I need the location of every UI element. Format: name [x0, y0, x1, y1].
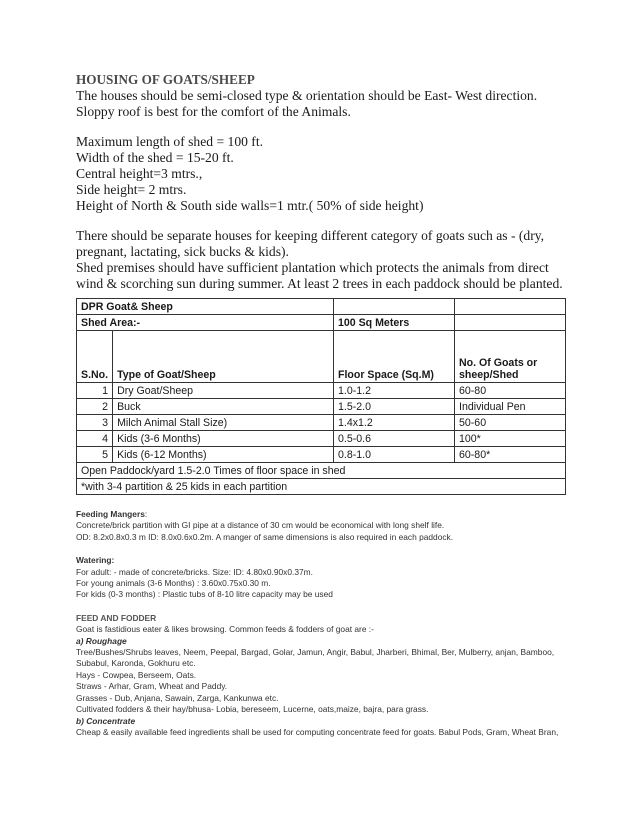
header-sno: S.No. [77, 331, 113, 383]
roughage-subheading: a) Roughage [76, 635, 127, 646]
shed-area-label: Shed Area:- [77, 315, 334, 331]
dimension-line: Maximum length of shed = 100 ft. [76, 134, 264, 149]
fodder-section: FEED AND FODDER Goat is fastidious eater & likes browsing. Common feeds & fodders of goat are :- a) Roughage Tree/Bushes/Shrubs leaves, Neem, Peepal, Bargad, Golar, Jamun, Angir, Babul, Jharberi, Bhimal, Ber, Mulberry, anjan, Bamboo, Subabul, Karonda, Gokhuru etc. Hays - Cowpea, Berseem, Oats. Straws - Arhar, Gram, Wheat and Paddy. Grasses - Dub, Anjana, Sawain, Zarga, Kankunwa etc. Cultivated fodders & their hay/bhusa- Lobia, bereseem, Lucerne, oats,maize, bajra, para grass. b) Concentrate Cheap & easily available feed ingredients shall be used for computing concentrate feed for goats. Babul Pods, Gram, Wheat Bran, [76, 613, 566, 738]
header-count: No. Of Goats or sheep/Shed [455, 331, 566, 383]
header-type: Type of Goat/Sheep [113, 331, 334, 383]
plantation-paragraph: Shed premises should have sufficient plantation which protects the animals from direct wind & scorching sun during summer. At least 2 trees in each paddock should be planted. [76, 260, 563, 291]
goat-housing-table [76, 298, 566, 495]
shed-area-value: 100 Sq Meters [334, 315, 455, 331]
watering-section: Watering: For adult: - made of concrete/bricks. Size: ID: 4.80x0.90x0.37m. For young animals (3-6 Months) : 3.60x0.75x0.30 m. For kids (0-3 months) : Plastic tubs of 8-10 litre capacity may be used [76, 555, 566, 601]
table-row [77, 299, 566, 315]
table-header-row [77, 331, 566, 383]
table-row: 4 Kids (3-6 Months) 0.5-0.6 100* [77, 431, 566, 447]
table-row [77, 479, 566, 495]
dimension-line: Width of the shed = 15-20 ft. [76, 150, 234, 165]
concentrate-subheading: b) Concentrate [76, 715, 136, 726]
table-note: *with 3-4 partition & 25 kids in each partition [77, 479, 566, 495]
table-note: Open Paddock/yard 1.5-2.0 Times of floor space in shed [77, 463, 566, 479]
document-page [76, 72, 566, 738]
header-floor-space: Floor Space (Sq.M) [334, 331, 455, 383]
fodder-title: FEED AND FODDER [76, 612, 157, 623]
shed-dimensions [76, 134, 566, 214]
dimension-line: Central height=3 mtrs., [76, 166, 203, 181]
page-heading: HOUSING OF GOATS/SHEEP [76, 72, 255, 87]
dimension-line: Side height= 2 mtrs. [76, 182, 187, 197]
table-row: 3 Milch Animal Stall Size) 1.4x1.2 50-60 [77, 415, 566, 431]
table-row: 5 Kids (6-12 Months) 0.8-1.0 60-80* [77, 447, 566, 463]
table-title: DPR Goat& Sheep [77, 299, 334, 315]
category-paragraph: There should be separate houses for keeping different category of goats such as - (dry, pregnant, lactating, sick bucks & kids). [76, 228, 545, 259]
table-row: 2 Buck 1.5-2.0 Individual Pen [77, 399, 566, 415]
feeding-section: Feeding Mangers: Concrete/brick partition with GI pipe at a distance of 30 cm would be economical with long shelf life. OD: 8.2x0.8x0.3 m ID: 8.0x0.6x0.2m. A manger of same dimensions is also required in each paddock. [76, 509, 454, 542]
dimension-line: Height of North & South side walls=1 mtr.( 50% of side height) [76, 198, 424, 213]
intro-paragraph: The houses should be semi-closed type & orientation should be East- West direction. Sloppy roof is best for the comfort of the Animals. [76, 88, 538, 119]
watering-title: Watering: [76, 555, 115, 566]
table-row [77, 315, 566, 331]
feeding-title: Feeding Mangers [76, 509, 145, 519]
table-row: 1 Dry Goat/Sheep 1.0-1.2 60-80 [77, 383, 566, 399]
table-row [77, 463, 566, 479]
